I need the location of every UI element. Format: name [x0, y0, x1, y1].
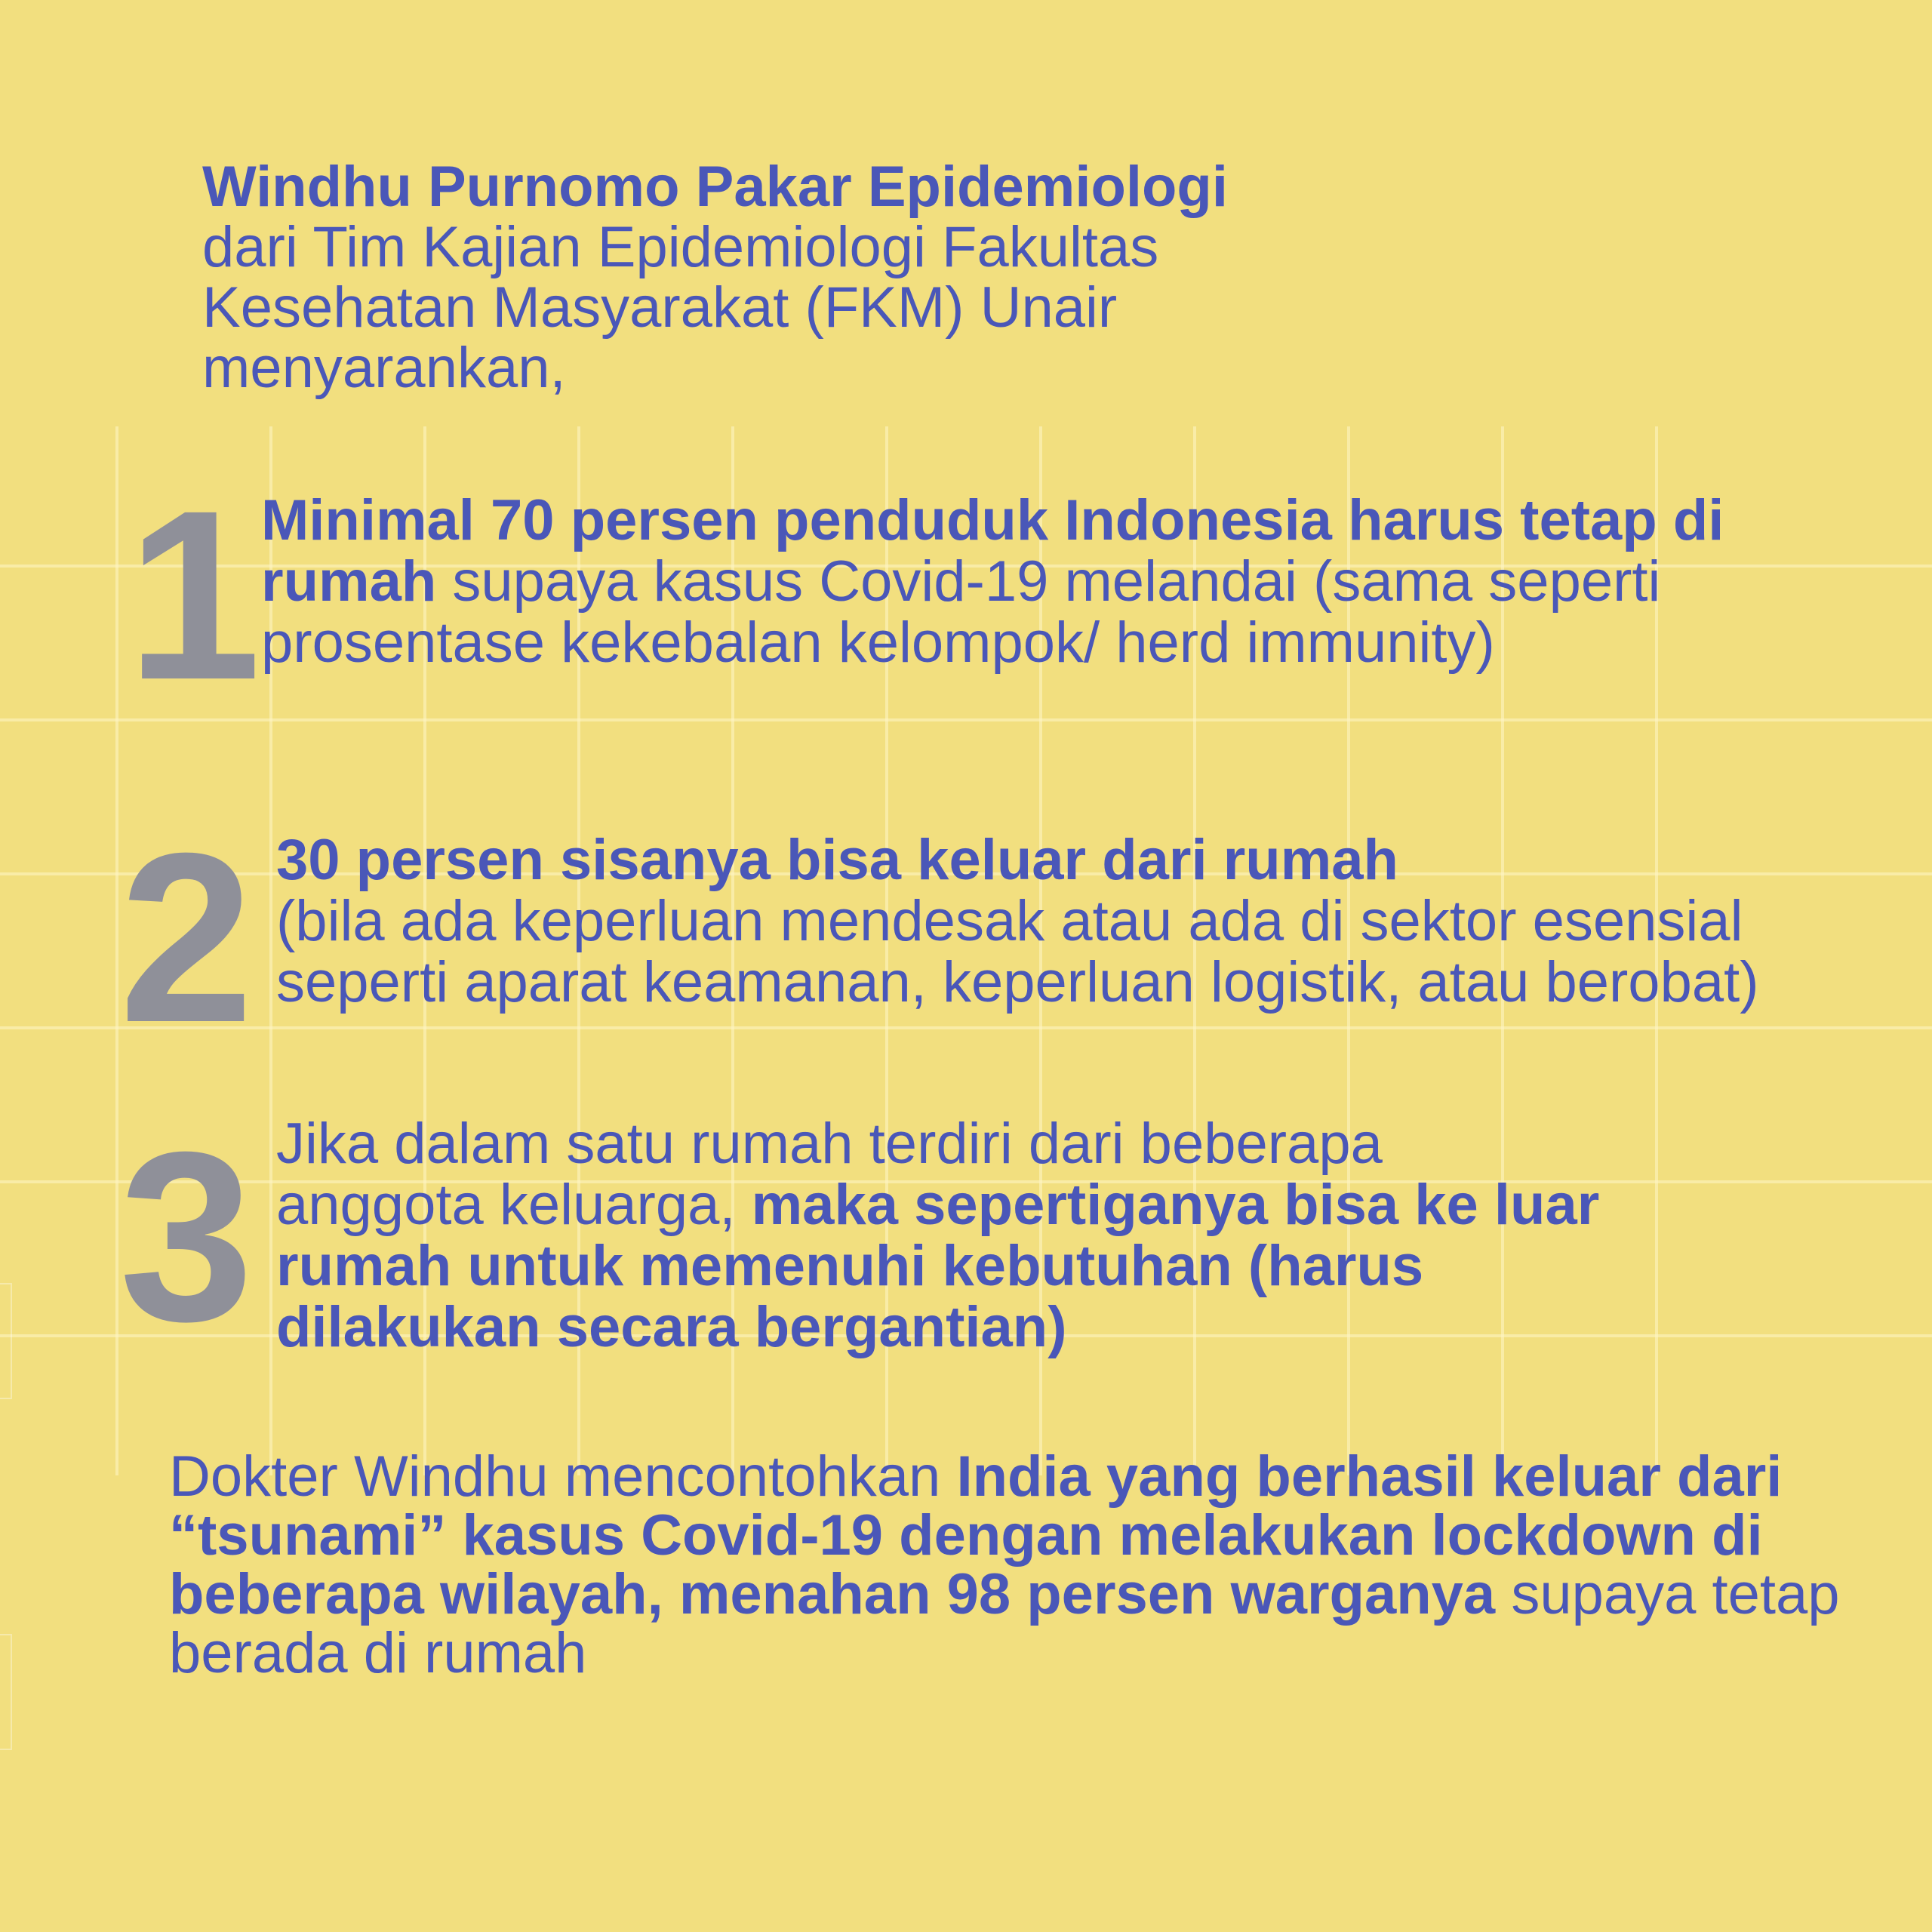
- item-1-rest: supaya kasus Covid-19 melandai (sama seperti prosentase kekebalan kelompok/ herd immunity): [261, 549, 1661, 675]
- recommendation-item-1: [261, 490, 1740, 673]
- intro-line-2: Kesehatan Masyarakat (FKM) Unair: [202, 275, 1118, 340]
- item-2-rest: (bila ada keperluan mendesak atau ada di sektor esensial seperti aparat keamanan, keperluan logistik, atau berobat): [276, 889, 1759, 1014]
- item-2-text: [276, 829, 1770, 1013]
- expert-name: Windhu Purnomo Pakar Epidemiologi: [202, 155, 1228, 219]
- intro-line-3: menyarankan,: [202, 336, 566, 400]
- footer-paragraph: [169, 1444, 1860, 1685]
- left-edge-mark-top: [0, 1283, 12, 1399]
- item-1-bold: Minimal 70 persen penduduk Indonesia harus tetap di rumah: [261, 488, 1724, 614]
- left-edge-mark-bottom: [0, 1634, 12, 1750]
- item-3-text: [276, 1113, 1604, 1358]
- item-number-3: 3: [119, 1101, 248, 1371]
- footer-regular-1: Dokter Windhu mencontohkan: [169, 1444, 957, 1509]
- item-3-regular: Jika dalam satu rumah terdiri dari beberapa anggota keluarga,: [276, 1112, 1383, 1237]
- item-3-bold: maka sepertiganya bisa ke luar rumah untuk memenuhi kebutuhan (harus dilakukan secara bergantian): [276, 1173, 1600, 1359]
- footer-bold: India yang berhasil keluar dari “tsunami” kasus Covid-19 dengan melakukan lockdown di beberapa wilayah, menahan 98 persen warganya: [169, 1444, 1783, 1626]
- recommendation-item-2: [276, 829, 1770, 1013]
- intro-paragraph: [202, 157, 1636, 398]
- item-number-2: 2: [119, 802, 248, 1072]
- recommendation-item-3: [276, 1113, 1604, 1358]
- item-2-bold: 30 persen sisanya bisa keluar dari rumah: [276, 828, 1398, 892]
- intro-line-1: dari Tim Kajian Epidemiologi Fakultas: [202, 215, 1159, 279]
- item-number-1: 1: [127, 460, 255, 730]
- item-1-text: [261, 490, 1740, 673]
- footer-regular-2: supaya tetap berada di rumah: [169, 1562, 1840, 1685]
